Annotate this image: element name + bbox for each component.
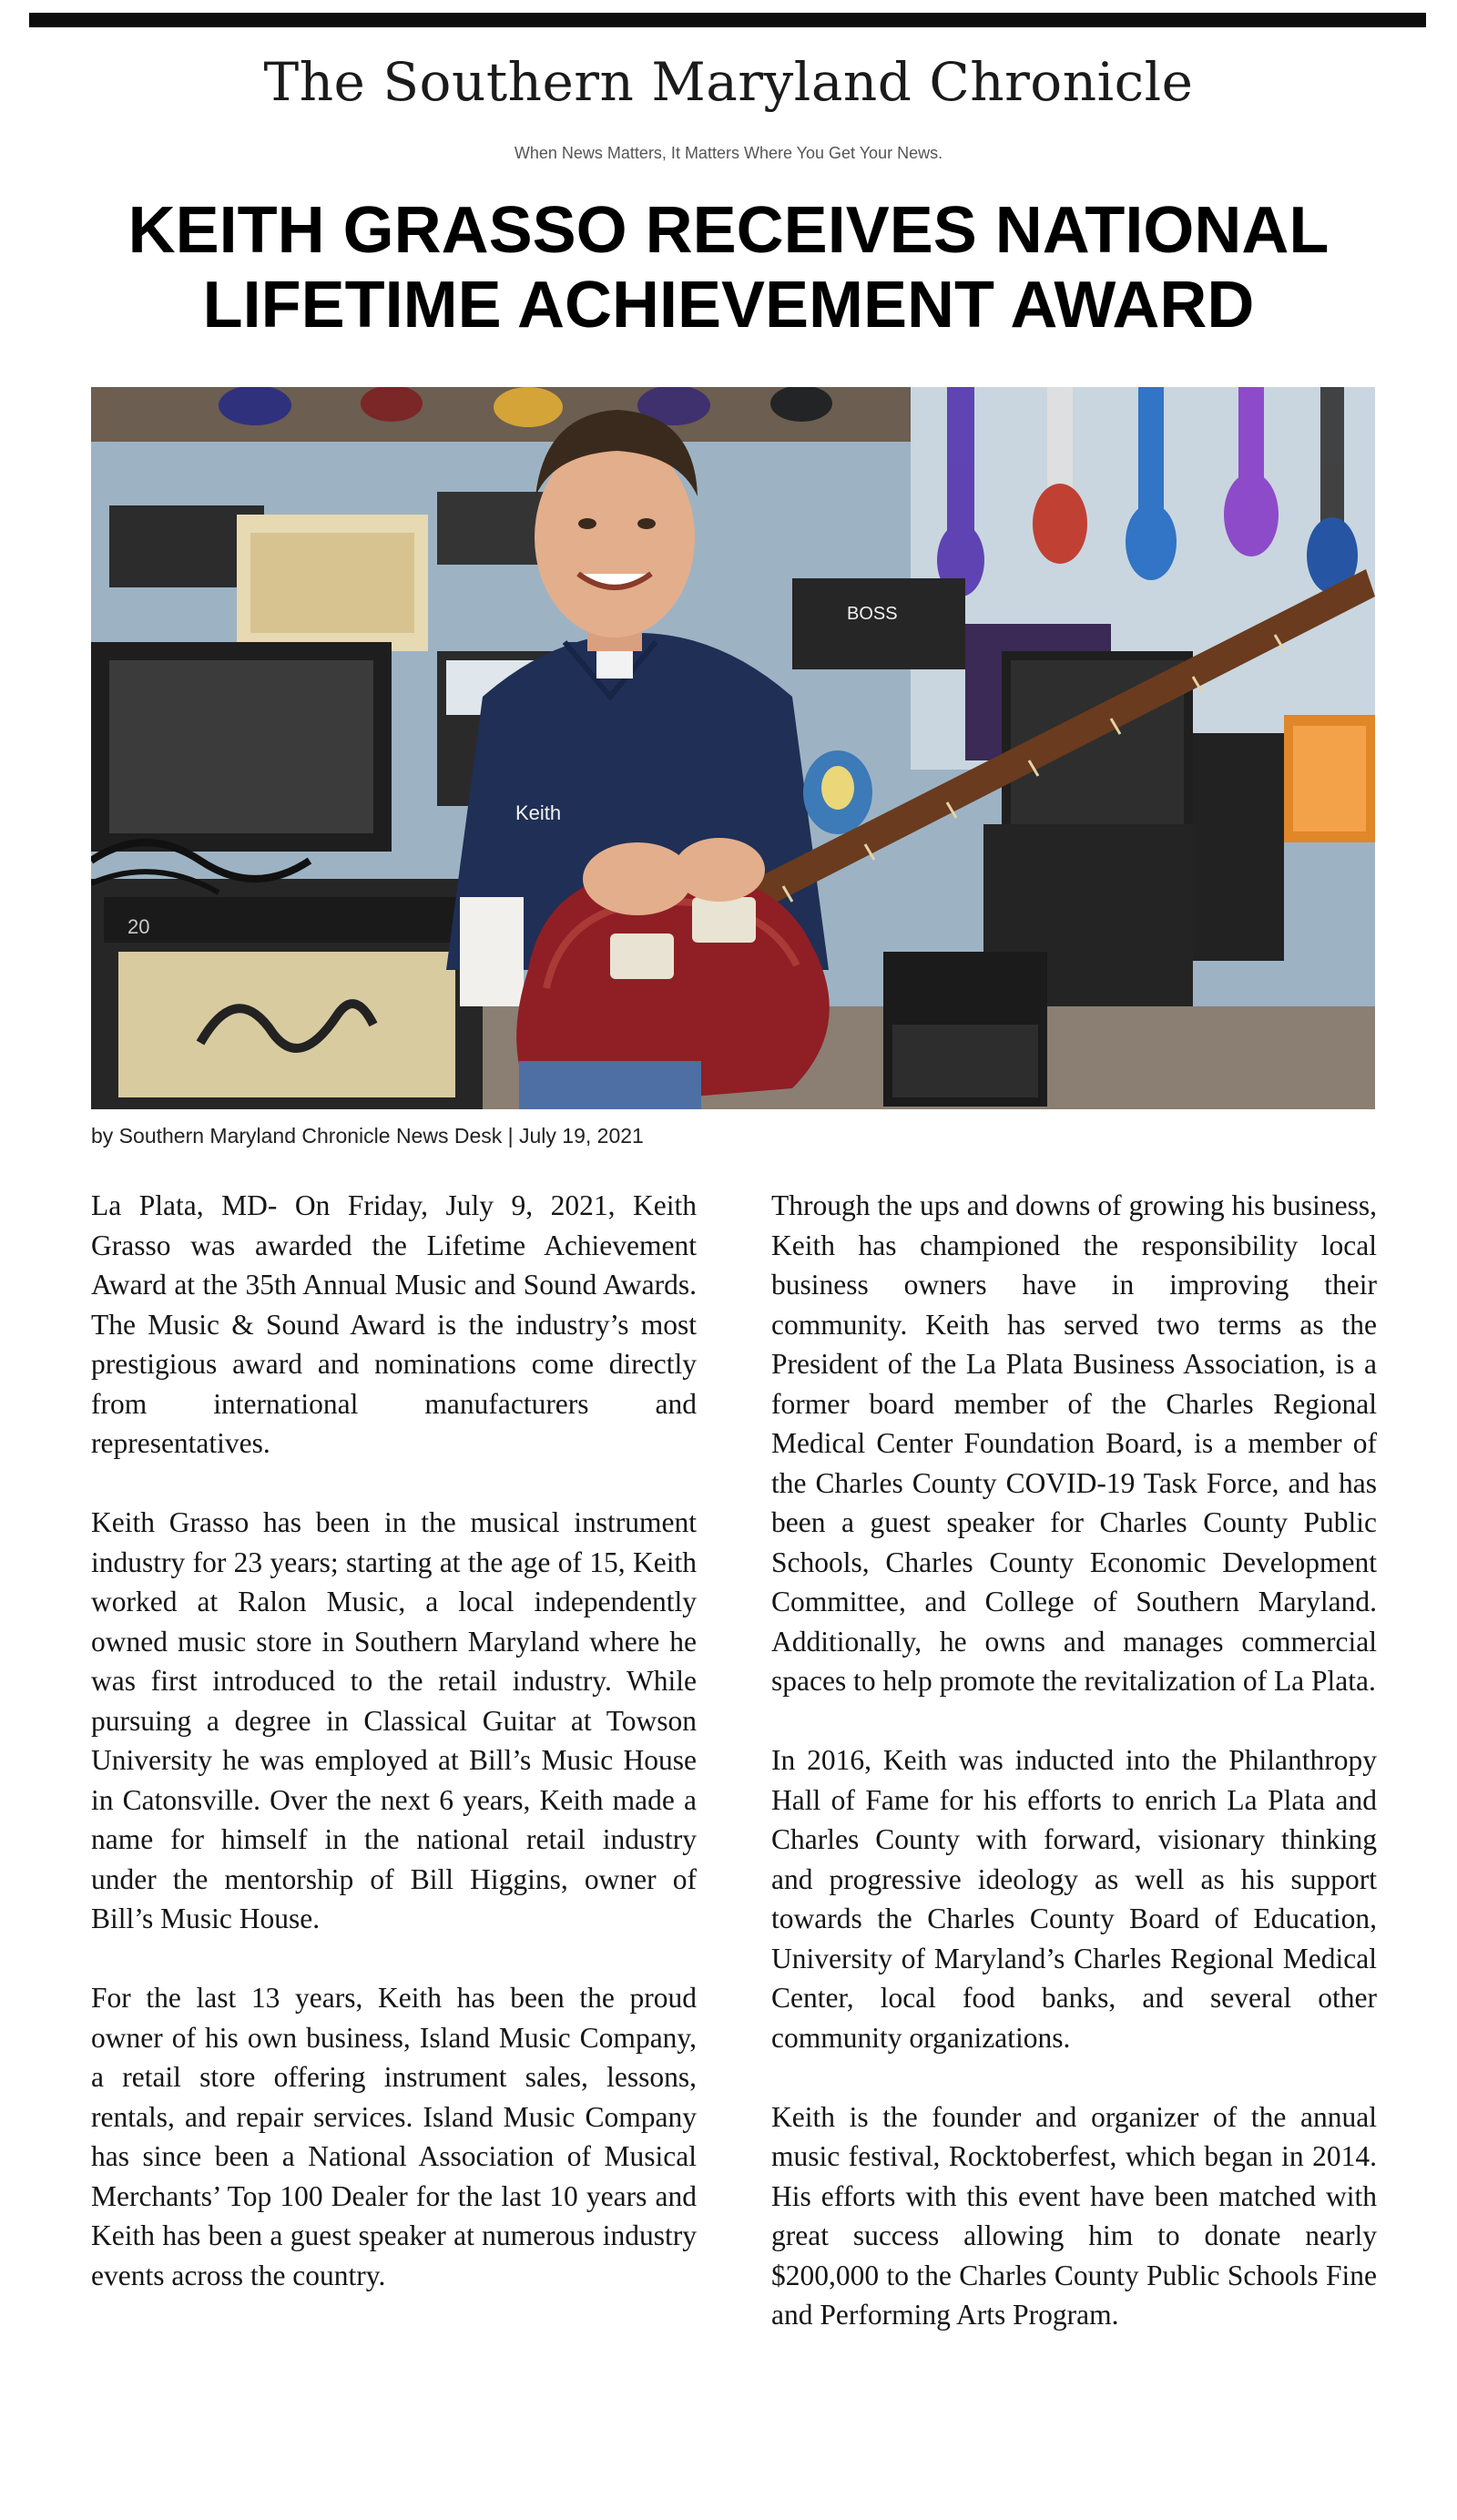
article-paragraph: For the last 13 years, Keith has been the proud owner of his own business, Island Music Company, a retail store offering instrument sales, lessons, rentals, and repair services. Island Music Company has since been a National Association of Musical Merchants’ Top 100 Dealer for the last 10 years and Keith has been a guest speaker at numerous industry events across the country. [91, 1982, 697, 2291]
article-headline: KEITH GRASSO RECEIVES NATIONAL LIFETIME ACHIEVEMENT AWARD [127, 194, 1330, 342]
shirt-name: Keith [515, 801, 562, 824]
article-photo [91, 387, 1375, 1109]
masthead-title: The Southern Maryland Chronicle [263, 51, 1194, 113]
top-rule [29, 13, 1426, 27]
article-paragraph: Through the ups and downs of growing his business, Keith has championed the responsibility local business owners have in improving their community. Keith has served two terms as the President of the La Plata Business Association, is a former board member of the Charles Regional Medical Center Foundation Board, is a member of the Charles County COVID-19 Task Force, and has been a guest speaker for Charles County Public Schools, Charles County Economic Development Committee, and College of Southern Maryland. Additionally, he owns and manages commercial spaces to help promote the revitalization of La Plata. [771, 1189, 1377, 1697]
amp-label: 20 [127, 915, 150, 938]
article-column-right [771, 1186, 1377, 2335]
article-column-left [91, 1186, 697, 2295]
article-paragraph: Keith Grasso has been in the musical instrument industry for 23 years; starting at the age of 15, Keith worked at Ralon Music, a local independently owned music store in Southern Maryland where he was first introduced to the retail industry. While pursuing a degree in Classical Guitar at Towson University he was employed at Bill’s Music House in Catonsville. Over the next 6 years, Keith made a name for himself in the national retail industry under the mentorship of Bill Higgins, owner of Bill’s Music House. [91, 1506, 697, 1934]
article-byline: by Southern Maryland Chronicle News Desk | July 19, 2021 [91, 1124, 644, 1148]
boss-amp-label: BOSS [847, 604, 898, 624]
article-paragraph: In 2016, Keith was inducted into the Philanthropy Hall of Fame for his efforts to enrich La Plata and Charles County with forward, visionary thinking and progressive ideology as well as his support towards the Charles County Board of Education, University of Maryland’s Charles Regional Medical Center, local food banks, and several other community organizations. [771, 1744, 1377, 2054]
article-paragraph: La Plata, MD- On Friday, July 9, 2021, Keith Grasso was awarded the Lifetime Achievement Award at the 35th Annual Music and Sound Awards. The Music & Sound Award is the industry’s most prestigious award and nominations come directly from international manufacturers and representatives. [91, 1189, 697, 1459]
masthead-tagline: When News Matters, It Matters Where You Get Your News. [514, 144, 943, 162]
article-paragraph: Keith is the founder and organizer of the annual music festival, Rocktoberfest, which began in 2014. His efforts with this event have been matched with great success allowing him to donate nearly $200,000 to the Charles County Public Schools Fine and Performing Arts Program. [771, 2100, 1377, 2331]
